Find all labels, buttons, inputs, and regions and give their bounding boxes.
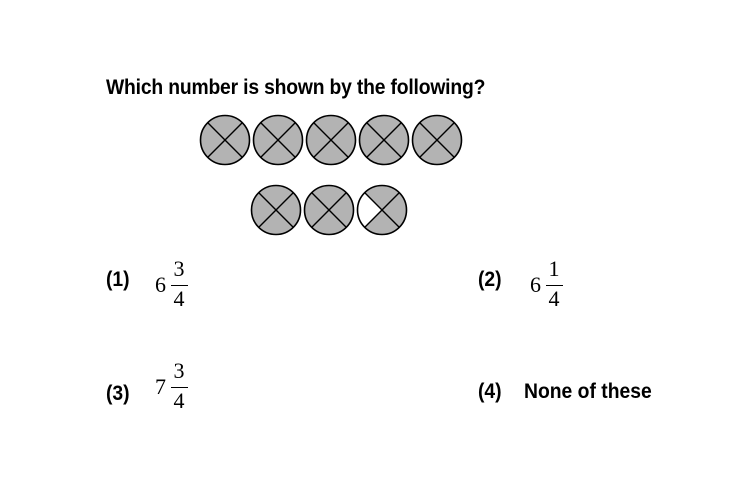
option-4-text[interactable]: None of these	[524, 380, 652, 403]
question-text: Which number is shown by the following?	[106, 76, 486, 99]
option-1-fraction[interactable]	[155, 258, 195, 318]
option-3-numerator: 3	[173, 358, 185, 383]
option-3-fraction[interactable]	[155, 360, 195, 420]
option-3-denominator: 4	[173, 388, 185, 413]
option-3-label[interactable]: (3)	[106, 382, 130, 405]
option-2-fraction[interactable]	[530, 258, 570, 318]
option-1-whole: 6	[155, 272, 166, 297]
option-2-denominator: 4	[548, 286, 560, 311]
option-1-denominator: 4	[173, 286, 185, 311]
option-4-label[interactable]: (4)	[478, 380, 502, 403]
option-1-label[interactable]: (1)	[106, 268, 130, 291]
option-2-label[interactable]: (2)	[478, 268, 502, 291]
option-1-numerator: 3	[173, 256, 185, 281]
option-3-whole: 7	[155, 374, 166, 399]
option-2-numerator: 1	[548, 256, 560, 281]
option-2-whole: 6	[530, 272, 541, 297]
